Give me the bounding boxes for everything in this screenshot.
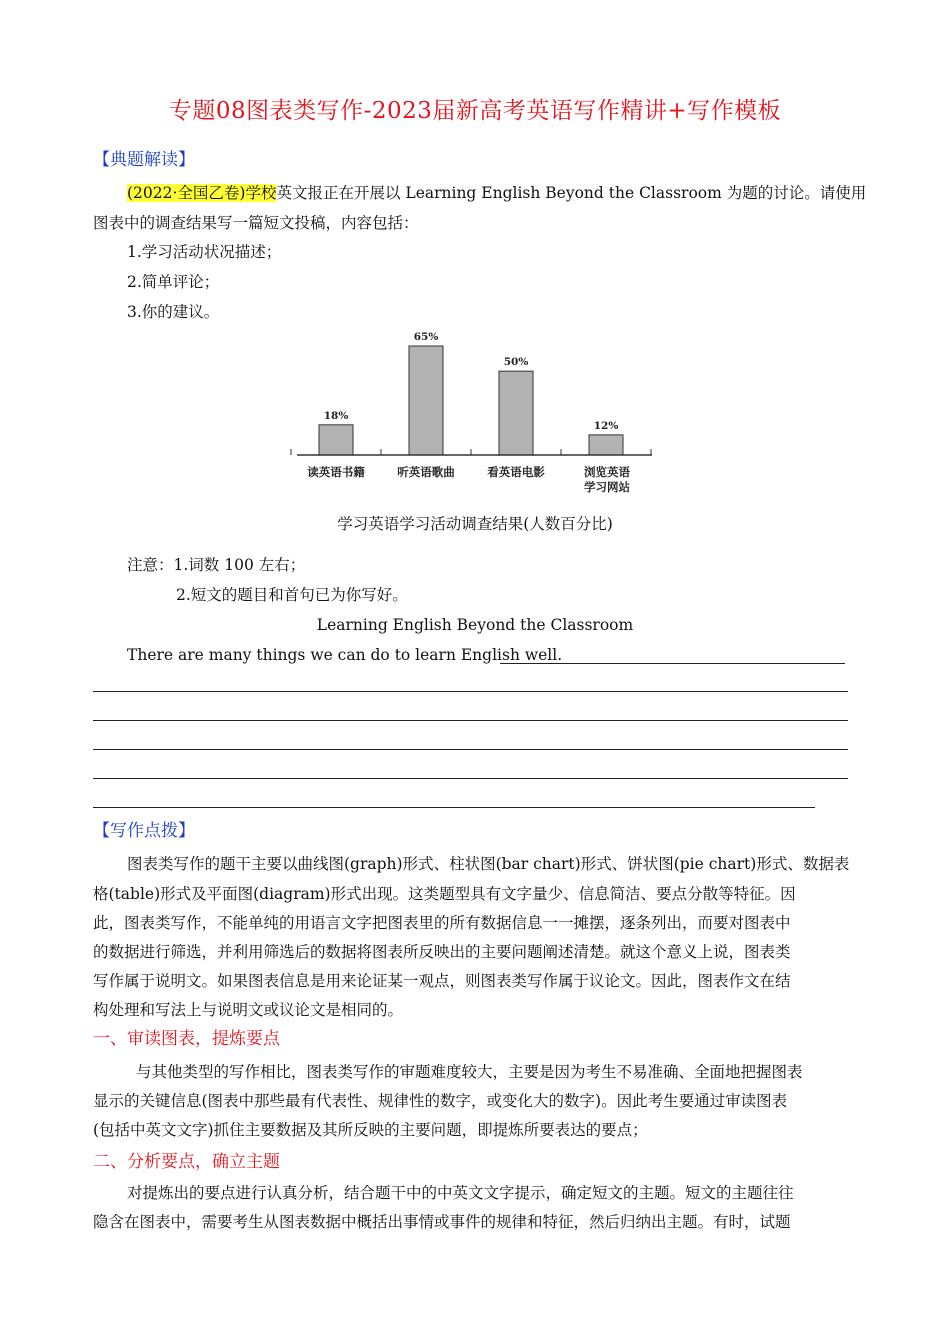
bar-value-label: 50% xyxy=(503,356,529,369)
tips-para-line: 图表类写作的题干主要以曲线图(graph)形式、柱状图(bar chart)形式、饼状图(pie chart)形式、数据表 xyxy=(127,855,850,873)
answer-blank[interactable] xyxy=(93,720,848,721)
note-line-1 xyxy=(127,555,305,575)
answer-blank[interactable] xyxy=(93,778,848,779)
tips-para-line: 的数据进行筛选，并利用筛选后的数据将图表所反映出的主要问题阐述清楚。就这个意义上说，图表类 xyxy=(93,943,791,961)
tips-para-line: 此，图表类写作，不能单纯的用语言文字把图表里的所有数据信息一一摊摆，逐条列出，而要对图表中 xyxy=(93,914,791,932)
answer-blank[interactable] xyxy=(500,663,845,664)
prompt-line-2: 图表中的调查结果写一篇短文投稿，内容包括： xyxy=(93,214,419,232)
point1-para-line: 与其他类型的写作相比，图表类写作的审题难度较大，主要是因为考生不易准确、全面地把握图表 xyxy=(136,1063,803,1081)
bar-2 xyxy=(409,346,443,455)
prompt-text: 英文报正在开展以 Learning English Beyond the Classroom 为题的讨论。请使用 xyxy=(276,184,867,202)
note-item-1: 1.词数 100 左右； xyxy=(173,556,306,574)
chart-caption: 学习英语学习活动调查结果(人数百分比) xyxy=(337,515,613,533)
bar-value-label: 12% xyxy=(593,419,619,432)
category-label: 读英语书籍 xyxy=(307,465,365,479)
bar-chart xyxy=(0,0,950,540)
category-label: 看英语电影 xyxy=(487,465,545,479)
essay-title: Learning English Beyond the Classroom xyxy=(316,616,634,634)
answer-blank[interactable] xyxy=(93,691,848,692)
content-item-1: 1.学习活动状况描述； xyxy=(127,243,282,261)
document-title: 专题08图表类写作-2023届新高考英语写作精讲+写作模板 xyxy=(168,98,782,124)
point-heading-1: 一、审读图表，提炼要点 xyxy=(93,1029,280,1049)
answer-blank[interactable] xyxy=(93,749,848,750)
source-highlight: (2022·全国乙卷)学校 xyxy=(127,184,277,202)
section-heading-tips: 【写作点拨】 xyxy=(93,821,195,841)
point1-para-line: (包括中英文文字)抓住主要数据及其所反映的主要问题，即提炼所要表达的要点； xyxy=(93,1121,648,1139)
answer-blank[interactable] xyxy=(93,807,815,808)
bar-1 xyxy=(319,425,353,455)
content-item-3: 3.你的建议。 xyxy=(127,303,220,321)
point2-para-line: 对提炼出的要点进行认真分析，结合题干中的中英文文字提示，确定短文的主题。短文的主题往往 xyxy=(127,1184,794,1202)
bar-value-label: 18% xyxy=(323,409,349,422)
bar-4 xyxy=(589,435,623,455)
note-item-2: 2.短文的题目和首句已为你写好。 xyxy=(176,586,408,604)
essay-first-sentence: There are many things we can do to learn English well. xyxy=(127,646,563,664)
tips-para-line: 格(table)形式及平面图(diagram)形式出现。这类题型具有文字量少、信息简洁、要点分散等特征。因 xyxy=(93,885,796,903)
point1-para-line: 显示的关键信息(图表中那些最有代表性、规律性的数字，或变化大的数字)。因此考生要通过审读图表 xyxy=(93,1092,788,1110)
section-heading-example: 【典题解读】 xyxy=(93,150,195,170)
bar-3 xyxy=(499,371,533,455)
point-heading-2: 二、分析要点，确立主题 xyxy=(93,1152,280,1172)
category-label: 浏览英语 xyxy=(584,465,630,479)
bar-value-label: 65% xyxy=(413,331,439,343)
category-label: 听英语歌曲 xyxy=(397,465,455,479)
tips-para-line: 写作属于说明文。如果图表信息是用来论证某一观点，则图表类写作属于议论文。因此，图表作文在结 xyxy=(93,972,791,990)
note-label: 注意： xyxy=(127,556,174,574)
tips-para-line: 构处理和写法上与说明文或议论文是相同的。 xyxy=(93,1001,404,1019)
category-label: 学习网站 xyxy=(584,480,630,494)
point2-para-line: 隐含在图表中，需要考生从图表数据中概括出事情或事件的规律和特征，然后归纳出主题。有时，试题 xyxy=(93,1213,791,1231)
content-item-2: 2.简单评论； xyxy=(127,273,220,291)
